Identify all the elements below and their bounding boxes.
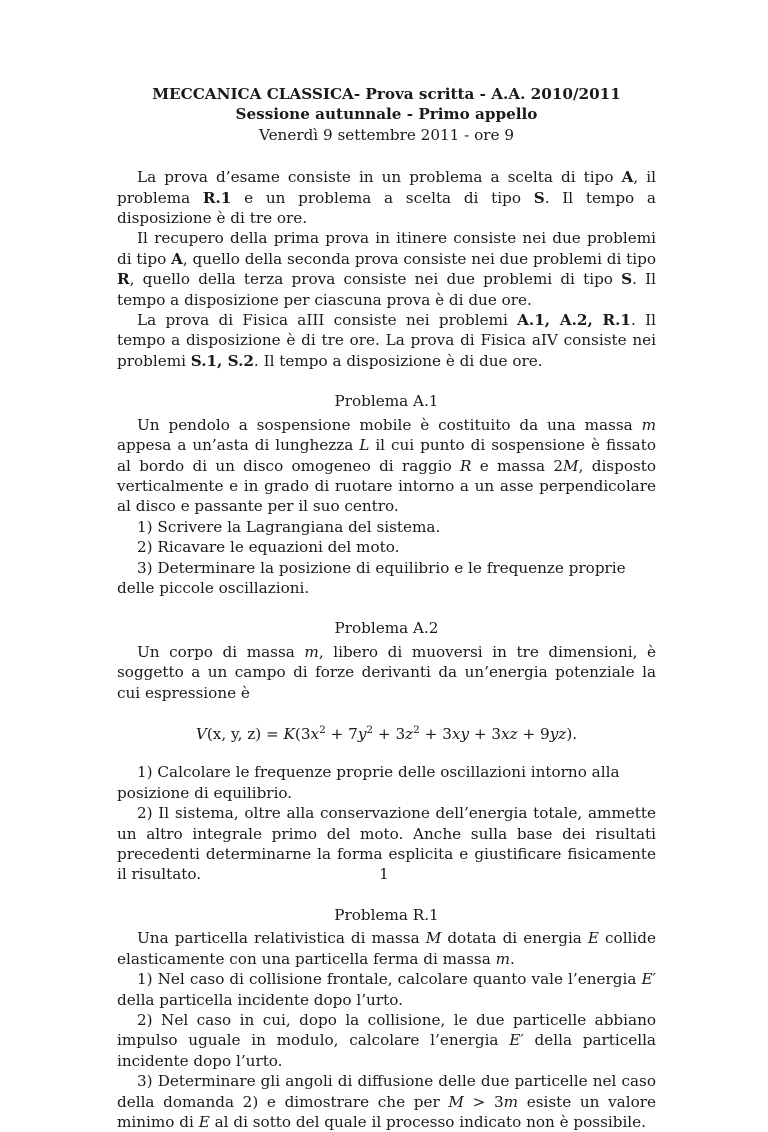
problem-a1-item-3: 3) Determinare la posizione di equilibrio e le frequenze proprie delle piccole oscillazioni.	[117, 558, 626, 597]
problem-a1-item-1: 1) Scrivere la Lagrangiana del sistema.	[137, 517, 441, 536]
intro-paragraph-1: La prova d’esame consiste in un problema a scelta di tipo A, il problema R.1 e un problema a scelta di tipo S. Il tempo a disposizione è di tre ore.	[117, 168, 656, 228]
intro-paragraph-2: Il recupero della prima prova in itinere consiste nei due problemi di tipo A, quello della seconda prova consiste nei due problemi di tipo R, quello della terza prova consiste nei due problemi di tipo S. Il tempo a disposizione per ciascuna prova è di due ore.	[117, 229, 656, 309]
problem-a2-item-1: 1) Calcolare le frequenze proprie delle oscillazioni intorno alla posizione di equilibrio.	[117, 763, 620, 802]
problem-r1-item-2: 2) Nel caso in cui, dopo la collisione, le due particelle abbiano impulso uguale in modulo, calcolare l’energia E′ della particella incidente dopo l’urto.	[117, 1010, 656, 1070]
problem-a2-item-2: 2) Il sistema, oltre alla conservazione dell’energia totale, ammette un altro integrale primo del moto. Anche sulla base dei risultati precedenti determinarne la forma esplicita e giustificare fisicamente il risultato.	[117, 804, 656, 884]
page-number: 1	[379, 865, 389, 883]
problem-a1-title: Problema A.1	[334, 392, 439, 411]
exam-date: Venerdì 9 settembre 2011 - ore 9	[259, 125, 514, 144]
problem-r1-item-1: 1) Nel caso di collisione frontale, calcolare quanto vale l’energia E′ della particella incidente dopo l’urto.	[117, 970, 656, 1009]
intro-paragraph-3: La prova di Fisica aIII consiste nei problemi A.1, A.2, R.1. Il tempo a disposizione è di tre ore. La prova di Fisica aIV consiste nei problemi S.1, S.2. Il tempo a disposizione è di due ore.	[117, 311, 657, 370]
exam-header	[117, 84, 656, 145]
problem-a1-text: Un pendolo a sospensione mobile è costituito da una massa m appesa a un’asta di lunghezza L il cui punto di sospensione è fissato al bordo di un disco omogeneo di raggio R e massa 2M, disposto verticalmente e in grado di ruotare intorno a un asse perpendicolare al disco e passante per il suo centro.	[117, 415, 657, 516]
course-title: MECCANICA CLASSICA- Prova scritta - A.A. 2010/2011	[152, 85, 621, 103]
session-title: Sessione autunnale - Primo appello	[235, 105, 538, 124]
potential-energy-equation: V(x, y, $z) = K(3x^2 + 7y^2 + 3z^2 + 3xy + 3xz + 9yz)$.	[195, 723, 578, 744]
problem-a2-title: Problema A.2	[334, 619, 439, 638]
problem-a1-item-2: 2) Ricavare le equazioni del moto.	[137, 538, 400, 557]
problem-r1-item-3: 3) Determinare gli angoli di diffusione delle due particelle nel caso della domanda 2) e dimostrare che per M > 3m esiste un valore minimo di E al di sotto del quale il processo indicato non è possibile.	[117, 1072, 656, 1131]
problem-r1-title: Problema R.1	[334, 905, 439, 924]
problem-r1-text: Una particella relativistica di massa M dotata di energia E collide elasticamente con una particella ferma di massa m.	[117, 929, 656, 968]
problem-a2-text: Un corpo di massa m, libero di muoversi in tre dimensioni, è soggetto a un campo di forze derivanti da un’energia potenziale la cui espressione è	[117, 642, 656, 702]
